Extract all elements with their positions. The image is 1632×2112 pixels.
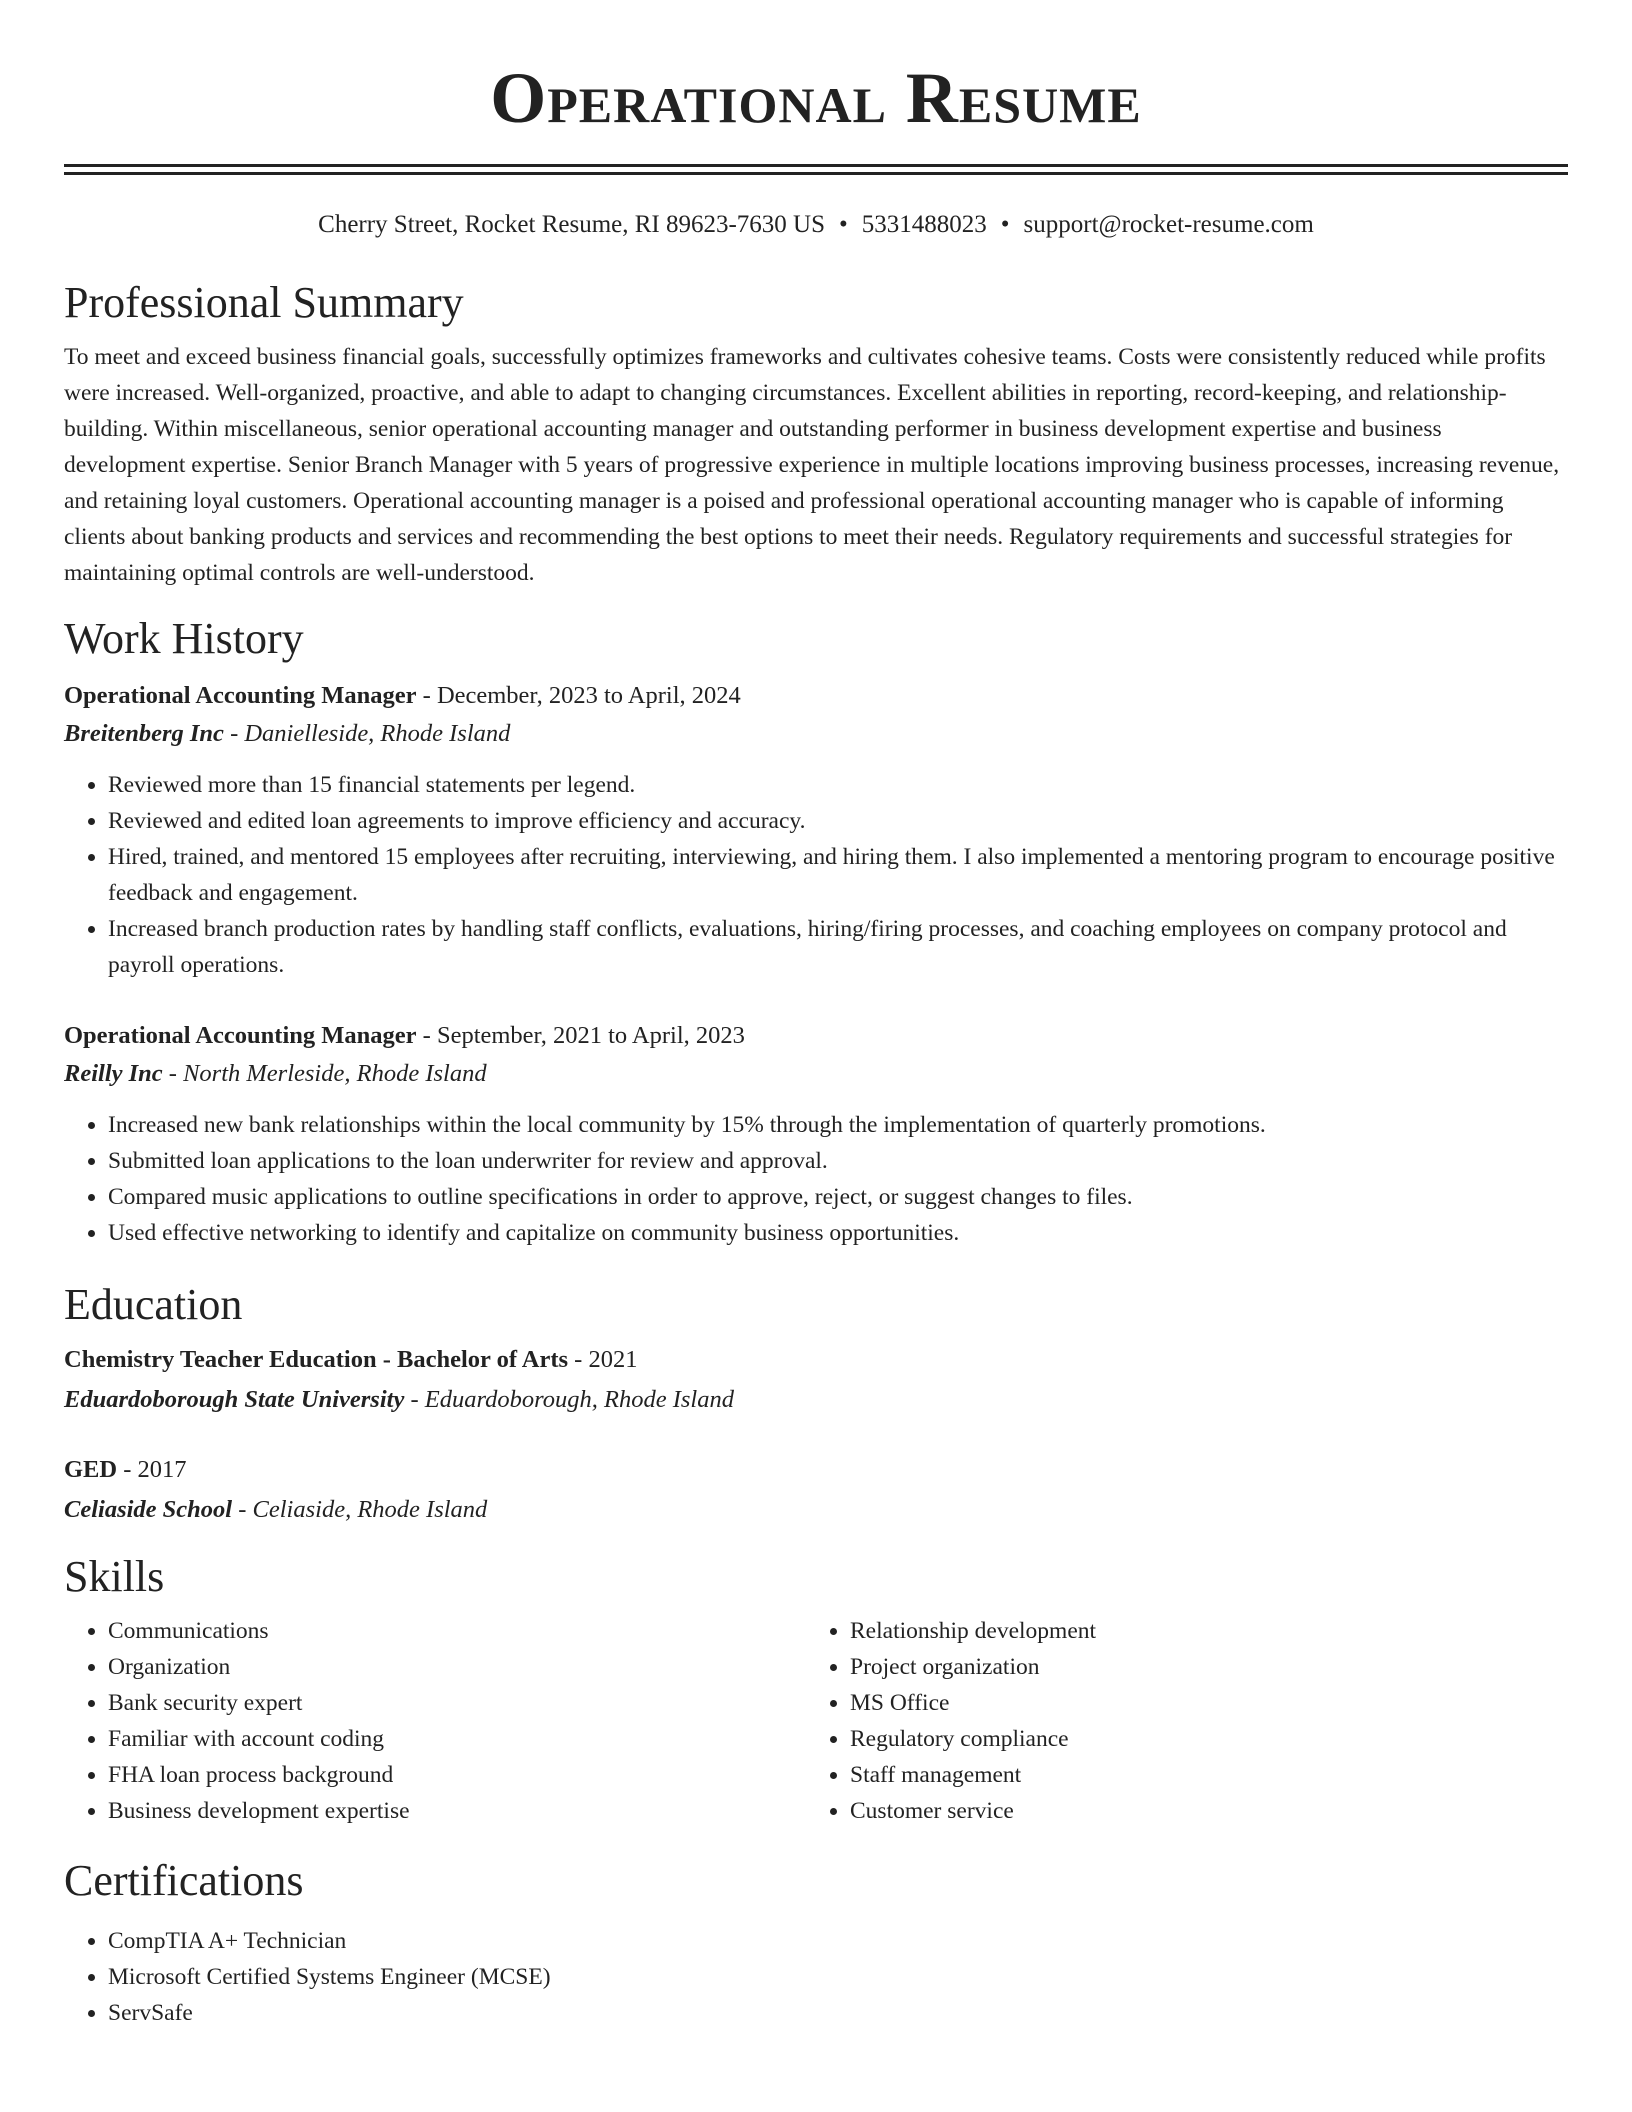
resume-title: Operational Resume bbox=[490, 58, 1142, 138]
job-employer: Reilly Inc - North Merleside, Rhode Island bbox=[64, 1060, 487, 1087]
job-employer: Breitenberg Inc - Danielleside, Rhode Island bbox=[64, 720, 511, 747]
education-degree: GED bbox=[64, 1456, 118, 1483]
skill-item: • Communications bbox=[108, 1613, 806, 1649]
skill-item: • Project organization bbox=[850, 1649, 1548, 1685]
section-heading-education: Education bbox=[64, 1280, 243, 1329]
skill-item: • Customer service bbox=[850, 1793, 1548, 1829]
job-entry bbox=[64, 677, 1568, 983]
job-bullets bbox=[64, 1107, 1568, 1251]
education-institution: Celiaside School - Celiaside, Rhode Island bbox=[64, 1496, 488, 1523]
job-bullet: • Submitted loan applications to the loan underwriter for review and approval. bbox=[108, 1143, 1568, 1179]
contact-line bbox=[64, 209, 1568, 241]
job-location: Danielleside, Rhode Island bbox=[244, 720, 511, 747]
education-header: GED - 2017 bbox=[64, 1456, 187, 1483]
summary-text: To meet and exceed business financial goals, successfully optimizes frameworks and cultivates cohesive teams. Costs were consistently reduced while profits were increased. Well-organized, proactive, and able to adapt to changing circumstances. Excellent abilities in reporting, record-keeping, and relationship-building. Within miscellaneous, senior operational accounting manager and outstanding performer in business development expertise and business development expertise. Senior Branch Manager with 5 years of progressive experience in multiple locations improving business processes, increasing revenue, and retaining loyal customers. Operational accounting manager is a poised and professional operational accounting manager who is capable of informing clients about banking products and services and recommending the best options to meet their needs. Regulatory requirements and successful strategies for maintaining optimal controls are well-understood. bbox=[64, 344, 1560, 586]
job-location: North Merleside, Rhode Island bbox=[183, 1060, 487, 1087]
job-bullet: • Increased new bank relationships within the local community by 15% through the implementation of quarterly promotions. bbox=[108, 1107, 1568, 1143]
contact-email: support@rocket-resume.com bbox=[1023, 211, 1314, 238]
job-bullet: • Compared music applications to outline specifications in order to approve, reject, or suggest changes to files. bbox=[108, 1179, 1568, 1215]
education-institution: Eduardoborough State University - Eduardoborough, Rhode Island bbox=[64, 1386, 734, 1413]
skill-item: • FHA loan process background bbox=[108, 1757, 806, 1793]
certification-item: • ServSafe bbox=[108, 1995, 1568, 2031]
section-heading-skills: Skills bbox=[64, 1552, 165, 1601]
job-bullets bbox=[64, 767, 1568, 983]
title-rule-bottom bbox=[64, 172, 1568, 175]
job-title: Operational Accounting Manager bbox=[64, 682, 417, 709]
skills-list-left bbox=[64, 1613, 806, 1829]
contact-separator: • bbox=[839, 211, 848, 238]
skill-item: • Relationship development bbox=[850, 1613, 1548, 1649]
skill-item: • Familiar with account coding bbox=[108, 1721, 806, 1757]
job-entry bbox=[64, 1017, 1568, 1251]
job-company: Breitenberg Inc bbox=[64, 720, 224, 747]
education-entry bbox=[64, 1341, 1568, 1419]
skill-item: • Bank security expert bbox=[108, 1685, 806, 1721]
contact-separator: • bbox=[1000, 211, 1010, 238]
section-heading-summary: Professional Summary bbox=[64, 278, 464, 327]
job-header: Operational Accounting Manager - September, 2021 to April, 2023 bbox=[64, 1022, 745, 1049]
education-school: Celiaside School bbox=[64, 1496, 233, 1523]
job-title: Operational Accounting Manager bbox=[64, 1022, 417, 1049]
skill-item: • Regulatory compliance bbox=[850, 1721, 1548, 1757]
resume-page bbox=[64, 0, 1568, 2031]
education-entry bbox=[64, 1451, 1568, 1529]
section-heading-work-history: Work History bbox=[64, 614, 304, 663]
skill-item: • MS Office bbox=[850, 1685, 1548, 1721]
job-bullet: • Increased branch production rates by handling staff conflicts, evaluations, hiring/firing processes, and coaching employees on company protocol and payroll operations. bbox=[108, 911, 1568, 983]
skill-item: • Organization bbox=[108, 1649, 806, 1685]
contact-phone: 5331488023 bbox=[861, 211, 987, 238]
job-bullet: • Reviewed and edited loan agreements to improve efficiency and accuracy. bbox=[108, 803, 1568, 839]
education-year: 2017 bbox=[137, 1456, 187, 1483]
job-header: Operational Accounting Manager - December, 2023 to April, 2024 bbox=[64, 682, 741, 709]
education-school: Eduardoborough State University bbox=[64, 1386, 405, 1413]
job-dates: September, 2021 to April, 2023 bbox=[436, 1022, 745, 1049]
job-bullet: • Hired, trained, and mentored 15 employees after recruiting, interviewing, and hiring them. I also implemented a mentoring program to encourage positive feedback and engagement. bbox=[108, 839, 1568, 911]
education-header: Chemistry Teacher Education - Bachelor of Arts - 2021 bbox=[64, 1346, 638, 1373]
contact-address: Cherry Street, Rocket Resume, RI 89623-7630 US bbox=[318, 211, 826, 238]
skills-list-right bbox=[806, 1613, 1548, 1829]
certification-item: • CompTIA A+ Technician bbox=[108, 1923, 1568, 1959]
certification-item: • Microsoft Certified Systems Engineer (MCSE) bbox=[108, 1959, 1568, 1995]
job-company: Reilly Inc bbox=[64, 1060, 163, 1087]
job-bullet: • Used effective networking to identify and capitalize on community business opportunities. bbox=[108, 1215, 1568, 1251]
education-year: 2021 bbox=[588, 1346, 638, 1373]
skill-item: • Business development expertise bbox=[108, 1793, 806, 1829]
job-dates: December, 2023 to April, 2024 bbox=[436, 682, 741, 709]
skill-item: • Staff management bbox=[850, 1757, 1548, 1793]
certifications-list bbox=[64, 1923, 1568, 2031]
title-rule-top bbox=[64, 164, 1568, 167]
job-bullet: • Reviewed more than 15 financial statements per legend. bbox=[108, 767, 1568, 803]
education-degree: Chemistry Teacher Education - Bachelor of Arts bbox=[64, 1346, 569, 1373]
education-location: Eduardoborough, Rhode Island bbox=[424, 1386, 734, 1413]
skills-columns bbox=[64, 1613, 1568, 1829]
education-location: Celiaside, Rhode Island bbox=[252, 1496, 488, 1523]
section-heading-certifications: Certifications bbox=[64, 1856, 304, 1905]
